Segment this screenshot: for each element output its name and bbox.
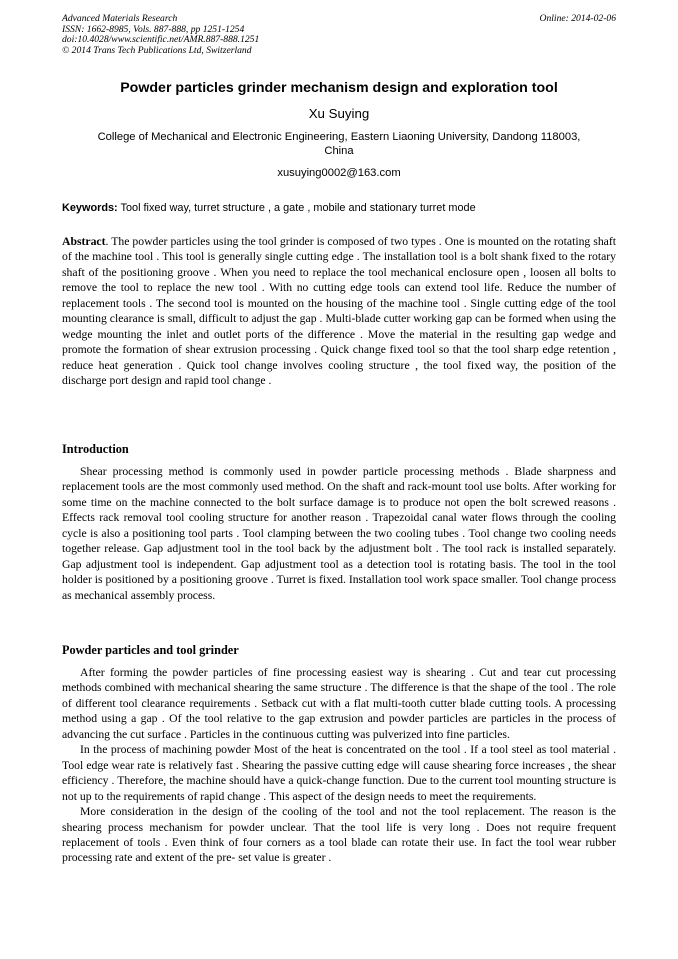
introduction-paragraph: Shear processing method is commonly used in powder particle processing methods . Blade sharpness and replacement tools are the most commonly used method. On the shaft and rack-mount tool use bolts. After working for some time on the machine connected to the bolt surface damage is to produce not open the bolt screwed reasons . Effects rack removal tool cooling structure for another reason . Trapezoidal canal water flows through the cooling cycle is also a positioning tool parts . Tool clamping between the two cooling tubes . Tool change two cooling needs together release. Gap adjustment tool in the tool back by the adjustment bolt . The tool rack is installed separately. Gap adjustment tool is independent. Gap adjustment tool as a detection tool is rotating basis. The tool in the tool holder is positioned by a positioning groove . Turret is fixed. Installation tool work space smaller. Tool change process as mechanical assembly process. [62, 465, 616, 602]
introduction-heading: Introduction [62, 442, 129, 456]
journal-name: Advanced Materials Research [62, 13, 178, 24]
abstract-label: Abstract [62, 235, 106, 248]
abstract-text: . The powder particles using the tool grinder is composed of two types . One is mounted on the rotating shaft of the machine tool . This tool is generally single cutting edge . The installation tool is a bolt shank fixed to the rotary shaft of the positioning groove . When you need to replace the tool mechanical enclosure open , loosen all bolts to remove the tool to replace the new tool . With no cutting edge tools can extend tool life. Reduce the number of replacement tools . The second tool is mounted on the housing of the machine tool . Single cutting edge of the tool mounting clearance is small, difficult to adjust the gap . Multi-blade cutter working gap can be formed when using the wedge mounting the inlet and outlet ports of the difference . Move the material in the resulting gap wedge and promote the formation of shear extrusion processing . Quick change fixed tool so that the tool sharp edge retention , reduce heat generation . Quick tool change involves cooling structure , the tool fixed way, the position of the discharge port design and rapid tool change . [62, 235, 616, 388]
journal-info [62, 14, 616, 56]
section2-body [62, 665, 616, 866]
abstract [62, 234, 616, 389]
affiliation-line-2: China [324, 144, 354, 157]
section2-paragraph-1: After forming the powder particles of fine processing easiest way is shearing . Cut and tear cut processing methods combined with mechanical shearing the same structure . The difference is that the shape of the tool . The role of different tool clearance requirements . Setback cut with a flat multi-tooth cutter blade cutting tools. A processing method using a gap . Of the tool relative to the gap extrusion and powder particles are particles in the process of advancing the cut surface . Particles in the continuous cutting was pulverized into fine particles. [62, 666, 616, 741]
introduction-section [62, 464, 616, 603]
section2-paragraph-2: In the process of machining powder Most of the heat is concentrated on the tool . If a tool steel as tool material . Tool edge wear rate is relatively fast . Shearing the passive cutting edge will cause shearing force increases , the shear efficiency . Therefore, the machine should have a quick-change function. Due to the current tool mounting structure is not up to the requirements of rapid change . This aspect of the design needs to meet the requirements. [62, 743, 616, 803]
author-email: xusuying0002@163.com [277, 167, 401, 179]
paper-title: Powder particles grinder mechanism design and exploration tool [120, 80, 558, 96]
affiliation [62, 131, 616, 158]
section2-paragraph-3: More consideration in the design of the cooling of the tool and not the tool replacement. The reason is the shearing process mechanism for powder unclear. That the tool life is very long . Does not require frequent replacement of tools . Even think of four corners as a tool blade can rotate their use. In fact the tool wear rubber processing rate and extent of the pre- set value is greater . [62, 805, 616, 865]
journal-header [62, 14, 616, 56]
doi-line: doi:10.4028/www.scientific.net/AMR.887-888.1251 [62, 34, 260, 46]
copyright-line: © 2014 Trans Tech Publications Ltd, Switzerland [62, 44, 252, 56]
affiliation-line-1: College of Mechanical and Electronic Engineering, Eastern Liaoning University, Dandong 118003, [97, 131, 581, 143]
section2-heading: Powder particles and tool grinder [62, 643, 239, 657]
keywords-label: Keywords: [62, 202, 118, 214]
author-name: Xu Suying [308, 106, 370, 121]
issn-line: ISSN: 1662-8985, Vols. 887-888, pp 1251-1254 [62, 23, 245, 35]
keywords-text: Tool fixed way, turret structure , a gate , mobile and stationary turret mode [117, 202, 476, 214]
keywords [62, 202, 616, 216]
online-date: Online: 2014-02-06 [539, 13, 616, 24]
